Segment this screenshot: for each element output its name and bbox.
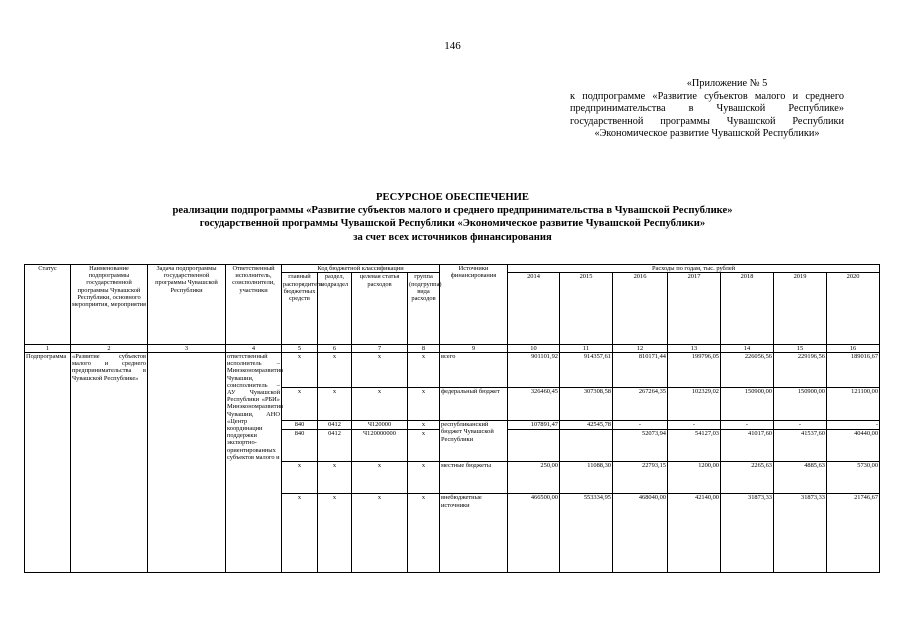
value-cell: 42545,78 — [560, 421, 613, 430]
value-cell: 41017,60 — [721, 430, 774, 462]
header-budget-code: Код бюджетной классификации — [282, 265, 440, 273]
source-cell: местные бюджеты — [440, 462, 508, 494]
section-cell: x — [318, 352, 352, 387]
value-cell: 199796,05 — [668, 352, 721, 387]
header-name: Наименование подпрограммы государственной программы Чувашской Республики, основного мероприятия, мероприятия — [71, 265, 148, 345]
status-cell: Подпрограмма — [25, 352, 71, 572]
value-cell: 21746,67 — [827, 494, 880, 573]
subprogram-name-cell: «Развитие субъектов малого и среднего предпринимательства в Чувашской Республике» — [71, 352, 148, 572]
value-cell: 102329,02 — [668, 388, 721, 421]
value-cell: 42140,00 — [668, 494, 721, 573]
value-cell: 914357,61 — [560, 352, 613, 387]
value-cell: 40440,00 — [827, 430, 880, 462]
appendix-title: «Приложение № 5 — [686, 78, 768, 89]
source-cell: республиканский бюджет Чувашской Республики — [440, 421, 508, 462]
value-cell: 121100,00 — [827, 388, 880, 421]
responsible-cell: ответственный исполнитель – Минэкономразвития Чувашии, соисполнитель – АУ Чувашской Республики «РБИ» Минэкономразвития Чувашии, АНО «Центр координации поддержки экспортно-ориентированных субъектов малого и — [226, 352, 282, 572]
value-cell: 52073,94 — [613, 430, 668, 462]
value-cell: - — [613, 421, 668, 430]
group-cell: x — [408, 388, 440, 421]
header-year: 2016 — [613, 273, 668, 344]
value-cell: 466500,00 — [508, 494, 560, 573]
value-cell: 150900,00 — [721, 388, 774, 421]
col-number: 7 — [352, 344, 408, 352]
appendix-text: к подпрограмме «Развитие субъектов малого и среднего предпринимательства в Чувашской Республике» государственной программы Чувашской Республики «Экономическое развитие Чувашской Республики» — [570, 90, 844, 140]
section-cell: 0412 — [318, 430, 352, 462]
col-number: 14 — [721, 344, 774, 352]
header-status: Статус — [25, 265, 71, 345]
group-cell: x — [408, 494, 440, 573]
target-cell: x — [352, 462, 408, 494]
section-cell: x — [318, 388, 352, 421]
col-number: 5 — [282, 344, 318, 352]
resource-table — [24, 264, 879, 573]
value-cell: 468040,00 — [613, 494, 668, 573]
col-number: 13 — [668, 344, 721, 352]
value-cell: 31873,33 — [774, 494, 827, 573]
document-heading — [0, 191, 905, 244]
target-cell: x — [352, 352, 408, 387]
value-cell: 553334,95 — [560, 494, 613, 573]
value-cell: 810171,44 — [613, 352, 668, 387]
value-cell: - — [668, 421, 721, 430]
table-row — [25, 352, 880, 387]
col-number: 4 — [226, 344, 282, 352]
header-year: 2014 — [508, 273, 560, 344]
header-year: 2017 — [668, 273, 721, 344]
col-number: 10 — [508, 344, 560, 352]
value-cell: 326460,45 — [508, 388, 560, 421]
header-year: 2020 — [827, 273, 880, 344]
value-cell: 2265,63 — [721, 462, 774, 494]
grbs-cell: x — [282, 352, 318, 387]
value-cell: 22793,15 — [613, 462, 668, 494]
value-cell — [560, 430, 613, 462]
grbs-cell: 840 — [282, 430, 318, 462]
col-number: 3 — [148, 344, 226, 352]
grbs-cell: x — [282, 388, 318, 421]
col-number: 11 — [560, 344, 613, 352]
col-number: 1 — [25, 344, 71, 352]
header-responsible: Ответственный исполнитель, соисполнители, участники — [226, 265, 282, 345]
value-cell: - — [721, 421, 774, 430]
value-cell: 267264,35 — [613, 388, 668, 421]
group-cell: x — [408, 430, 440, 462]
target-cell: Ч120000 — [352, 421, 408, 430]
target-cell: x — [352, 494, 408, 573]
target-cell: Ч120000000 — [352, 430, 408, 462]
value-cell: 226056,56 — [721, 352, 774, 387]
grbs-cell: x — [282, 462, 318, 494]
header-grbs: главный распорядитель бюджетных средств — [282, 273, 318, 344]
heading-line-2: реализации подпрограммы «Развитие субъектов малого и среднего предпринимательства в Чувашской Республике» — [172, 205, 733, 217]
task-cell — [148, 352, 226, 572]
value-cell: 31873,33 — [721, 494, 774, 573]
value-cell: 250,00 — [508, 462, 560, 494]
header-year: 2018 — [721, 273, 774, 344]
group-cell: x — [408, 421, 440, 430]
value-cell: 4885,63 — [774, 462, 827, 494]
column-number-row — [25, 344, 880, 352]
heading-line-3: государственной программы Чувашской Республики «Экономическое развитие Чувашской Республики» — [199, 218, 706, 230]
value-cell: 1200,00 — [668, 462, 721, 494]
value-cell: 41537,60 — [774, 430, 827, 462]
target-cell: x — [352, 388, 408, 421]
value-cell: 5730,00 — [827, 462, 880, 494]
grbs-cell: x — [282, 494, 318, 573]
header-sources: Источники финансирования — [440, 265, 508, 345]
value-cell: - — [827, 421, 880, 430]
heading-line-4: за счет всех источников финансирования — [353, 231, 552, 243]
value-cell: 307308,58 — [560, 388, 613, 421]
value-cell — [508, 430, 560, 462]
value-cell: 189016,67 — [827, 352, 880, 387]
source-cell: федеральный бюджет — [440, 388, 508, 421]
value-cell: - — [774, 421, 827, 430]
source-cell: внебюджетные источники — [440, 494, 508, 573]
page-number: 146 — [444, 40, 461, 52]
header-group: группа (подгруппа) вида расходов — [408, 273, 440, 344]
section-cell: 0412 — [318, 421, 352, 430]
section-cell: x — [318, 494, 352, 573]
col-number: 6 — [318, 344, 352, 352]
value-cell: 54127,03 — [668, 430, 721, 462]
col-number: 8 — [408, 344, 440, 352]
source-cell: всего — [440, 352, 508, 387]
header-section: раздел, подраздел — [318, 273, 352, 344]
header-expenses: Расходы по годам, тыс. рублей — [508, 265, 880, 273]
header-year: 2019 — [774, 273, 827, 344]
value-cell: 11088,30 — [560, 462, 613, 494]
appendix-block — [570, 78, 844, 141]
header-task: Задача подпрограммы государственной программы Чувашской Республики — [148, 265, 226, 345]
value-cell: 107891,47 — [508, 421, 560, 430]
grbs-cell: 840 — [282, 421, 318, 430]
group-cell: x — [408, 462, 440, 494]
header-target: целевая статья расходов — [352, 273, 408, 344]
section-cell: x — [318, 462, 352, 494]
header-year: 2015 — [560, 273, 613, 344]
value-cell: 901101,92 — [508, 352, 560, 387]
group-cell: x — [408, 352, 440, 387]
value-cell: 229196,56 — [774, 352, 827, 387]
heading-line-1: РЕСУРСНОЕ ОБЕСПЕЧЕНИЕ — [376, 192, 529, 203]
col-number: 2 — [71, 344, 148, 352]
col-number: 9 — [440, 344, 508, 352]
col-number: 16 — [827, 344, 880, 352]
col-number: 15 — [774, 344, 827, 352]
col-number: 12 — [613, 344, 668, 352]
value-cell: 150900,00 — [774, 388, 827, 421]
